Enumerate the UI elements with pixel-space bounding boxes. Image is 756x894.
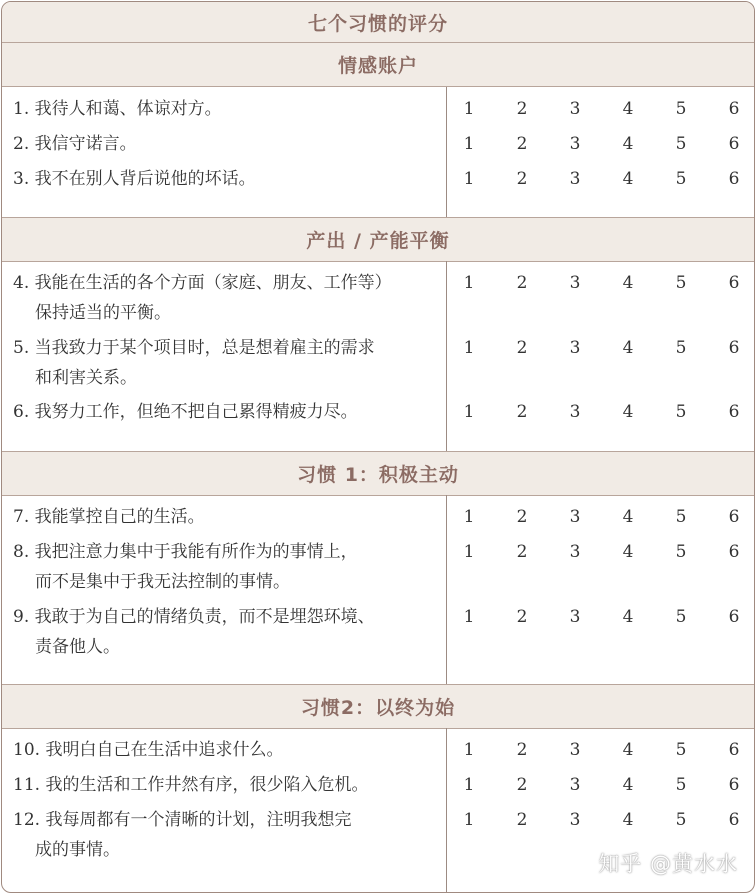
rating-option-4[interactable]: 4 — [622, 740, 634, 760]
statement-row — [2, 602, 754, 662]
statement-row — [2, 333, 754, 393]
rating-scale — [442, 94, 754, 124]
rating-option-2[interactable]: 2 — [516, 338, 528, 358]
statement-row — [2, 94, 754, 124]
statement-number: 1. — [13, 99, 30, 119]
rating-option-1[interactable]: 1 — [463, 507, 475, 527]
rating-option-2[interactable]: 2 — [516, 775, 528, 795]
watermark: 知乎 @黄水水 — [598, 852, 738, 876]
rating-scale — [442, 397, 754, 427]
statement-line: 我明白自己在生活中追求什么。 — [45, 740, 284, 760]
rating-option-1[interactable]: 1 — [463, 273, 475, 293]
rating-option-6[interactable]: 6 — [728, 273, 740, 293]
sheet-title-text: 七个习惯的评分 — [307, 12, 448, 35]
rating-scale — [442, 268, 754, 298]
rating-option-2[interactable]: 2 — [516, 273, 528, 293]
statement-number: 9. — [13, 607, 30, 627]
section-heading-text: 情感账户 — [337, 55, 418, 77]
rating-option-3[interactable]: 3 — [569, 99, 581, 119]
statement-line-continued: 而不是集中于我无法控制的事情。 — [35, 572, 290, 592]
statement-line-continued: 责备他人。 — [35, 637, 120, 657]
statement-line: 我努力工作，但绝不把自己累得精疲力尽。 — [34, 402, 358, 422]
rating-scale — [442, 333, 754, 363]
rating-option-6[interactable]: 6 — [728, 775, 740, 795]
rating-option-3[interactable]: 3 — [569, 542, 581, 562]
statement-number: 3. — [13, 169, 30, 189]
rating-option-4[interactable]: 4 — [622, 775, 634, 795]
rating-option-1[interactable]: 1 — [463, 338, 475, 358]
rating-option-4[interactable]: 4 — [622, 134, 634, 154]
rating-option-3[interactable]: 3 — [569, 273, 581, 293]
rating-option-3[interactable]: 3 — [569, 169, 581, 189]
rating-option-1[interactable]: 1 — [463, 402, 475, 422]
rating-option-5[interactable]: 5 — [675, 740, 687, 760]
statement-line: 我不在别人背后说他的坏话。 — [34, 169, 256, 189]
section-heading-text: 习惯 1：积极主动 — [297, 464, 459, 486]
section-heading — [2, 217, 754, 262]
statement-row — [2, 397, 754, 427]
rating-option-2[interactable]: 2 — [516, 810, 528, 830]
rating-option-3[interactable]: 3 — [569, 134, 581, 154]
rating-option-5[interactable]: 5 — [675, 402, 687, 422]
rating-option-2[interactable]: 2 — [516, 542, 528, 562]
statement-row — [2, 164, 754, 194]
section-body — [2, 495, 754, 684]
statement-text — [13, 805, 439, 865]
rating-option-6[interactable]: 6 — [728, 338, 740, 358]
statement-line: 我每周都有一个清晰的计划，注明我想完 — [45, 810, 352, 830]
statement-number: 5. — [13, 338, 30, 358]
statement-row — [2, 735, 754, 765]
rating-scale — [442, 537, 754, 567]
statement-text — [13, 602, 439, 662]
rating-scale — [442, 502, 754, 532]
rating-option-5[interactable]: 5 — [675, 99, 687, 119]
rating-scale — [442, 735, 754, 765]
rating-option-6[interactable]: 6 — [728, 134, 740, 154]
rating-option-2[interactable]: 2 — [516, 402, 528, 422]
statement-line: 我敢于为自己的情绪负责，而不是埋怨环境、 — [34, 607, 375, 627]
statement-number: 11. — [13, 775, 41, 795]
rating-option-3[interactable]: 3 — [569, 338, 581, 358]
statement-row — [2, 268, 754, 328]
rating-option-2[interactable]: 2 — [516, 507, 528, 527]
section-body — [2, 728, 754, 892]
statement-line: 我信守诺言。 — [34, 134, 137, 154]
rating-option-6[interactable]: 6 — [728, 169, 740, 189]
rating-scale — [442, 129, 754, 159]
rating-option-1[interactable]: 1 — [463, 775, 475, 795]
statement-text — [13, 735, 439, 765]
rating-option-3[interactable]: 3 — [569, 507, 581, 527]
rating-option-4[interactable]: 4 — [622, 402, 634, 422]
statement-line-continued: 和利害关系。 — [35, 368, 137, 388]
statement-text — [13, 770, 439, 800]
rating-option-2[interactable]: 2 — [516, 607, 528, 627]
rating-scale — [442, 602, 754, 632]
section-heading — [2, 43, 754, 87]
statement-text — [13, 129, 439, 159]
rating-option-6[interactable]: 6 — [728, 810, 740, 830]
rating-option-5[interactable]: 5 — [675, 810, 687, 830]
statement-text — [13, 397, 439, 427]
statement-number: 2. — [13, 134, 30, 154]
rating-option-5[interactable]: 5 — [675, 607, 687, 627]
sheet-title — [2, 2, 754, 43]
rating-option-4[interactable]: 4 — [622, 273, 634, 293]
statement-text — [13, 502, 439, 532]
statement-text — [13, 164, 439, 194]
rating-scale — [442, 805, 754, 835]
rating-option-1[interactable]: 1 — [463, 607, 475, 627]
section-heading — [2, 684, 754, 729]
rating-option-6[interactable]: 6 — [728, 99, 740, 119]
rating-option-3[interactable]: 3 — [569, 775, 581, 795]
rating-option-6[interactable]: 6 — [728, 542, 740, 562]
statement-line: 我把注意力集中于我能有所作为的事情上， — [34, 542, 358, 562]
section-body — [2, 261, 754, 451]
rating-sheet — [1, 1, 755, 893]
rating-scale — [442, 770, 754, 800]
statement-line: 当我致力于某个项目时，总是想着雇主的需求 — [34, 338, 375, 358]
statement-line: 我待人和蔼、体谅对方。 — [34, 99, 222, 119]
statement-line-continued: 成的事情。 — [35, 840, 120, 860]
statement-line-continued: 保持适当的平衡。 — [35, 303, 171, 323]
statement-number: 4. — [13, 273, 30, 293]
rating-option-1[interactable]: 1 — [463, 99, 475, 119]
rating-option-1[interactable]: 1 — [463, 810, 475, 830]
rating-option-1[interactable]: 1 — [463, 169, 475, 189]
rating-option-5[interactable]: 5 — [675, 775, 687, 795]
rating-option-2[interactable]: 2 — [516, 134, 528, 154]
rating-option-1[interactable]: 1 — [463, 740, 475, 760]
rating-option-5[interactable]: 5 — [675, 169, 687, 189]
statement-number: 6. — [13, 402, 30, 422]
rating-option-4[interactable]: 4 — [622, 607, 634, 627]
rating-option-4[interactable]: 4 — [622, 810, 634, 830]
rating-option-4[interactable]: 4 — [622, 338, 634, 358]
section-heading-text: 习惯2：以终为始 — [300, 697, 456, 719]
rating-option-4[interactable]: 4 — [622, 507, 634, 527]
rating-option-6[interactable]: 6 — [728, 402, 740, 422]
rating-option-4[interactable]: 4 — [622, 169, 634, 189]
rating-option-2[interactable]: 2 — [516, 99, 528, 119]
rating-option-6[interactable]: 6 — [728, 607, 740, 627]
statement-row — [2, 129, 754, 159]
rating-option-4[interactable]: 4 — [622, 99, 634, 119]
rating-option-2[interactable]: 2 — [516, 169, 528, 189]
statement-number: 8. — [13, 542, 30, 562]
statement-line: 我的生活和工作井然有序，很少陷入危机。 — [45, 775, 369, 795]
statement-text — [13, 333, 439, 393]
section-heading-text: 产出 / 产能平衡 — [306, 230, 450, 252]
rating-option-4[interactable]: 4 — [622, 542, 634, 562]
rating-option-3[interactable]: 3 — [569, 607, 581, 627]
rating-option-5[interactable]: 5 — [675, 273, 687, 293]
rating-option-2[interactable]: 2 — [516, 740, 528, 760]
statement-row — [2, 537, 754, 597]
rating-option-3[interactable]: 3 — [569, 402, 581, 422]
statement-text — [13, 268, 439, 328]
rating-scale — [442, 164, 754, 194]
statement-text — [13, 94, 439, 124]
rating-option-3[interactable]: 3 — [569, 810, 581, 830]
rating-option-1[interactable]: 1 — [463, 542, 475, 562]
section-body — [2, 87, 754, 217]
statement-line: 我能掌控自己的生活。 — [34, 507, 205, 527]
statement-row — [2, 502, 754, 532]
rating-option-5[interactable]: 5 — [675, 507, 687, 527]
rating-option-6[interactable]: 6 — [728, 507, 740, 527]
rating-option-6[interactable]: 6 — [728, 740, 740, 760]
statement-line: 我能在生活的各个方面（家庭、朋友、工作等） — [34, 273, 392, 293]
rating-option-5[interactable]: 5 — [675, 542, 687, 562]
statement-text — [13, 537, 439, 597]
section-heading — [2, 451, 754, 496]
rating-option-5[interactable]: 5 — [675, 134, 687, 154]
rating-option-1[interactable]: 1 — [463, 134, 475, 154]
statement-number: 7. — [13, 507, 30, 527]
statement-number: 12. — [13, 810, 41, 830]
statement-number: 10. — [13, 740, 41, 760]
statement-row — [2, 770, 754, 800]
rating-option-5[interactable]: 5 — [675, 338, 687, 358]
rating-option-3[interactable]: 3 — [569, 740, 581, 760]
